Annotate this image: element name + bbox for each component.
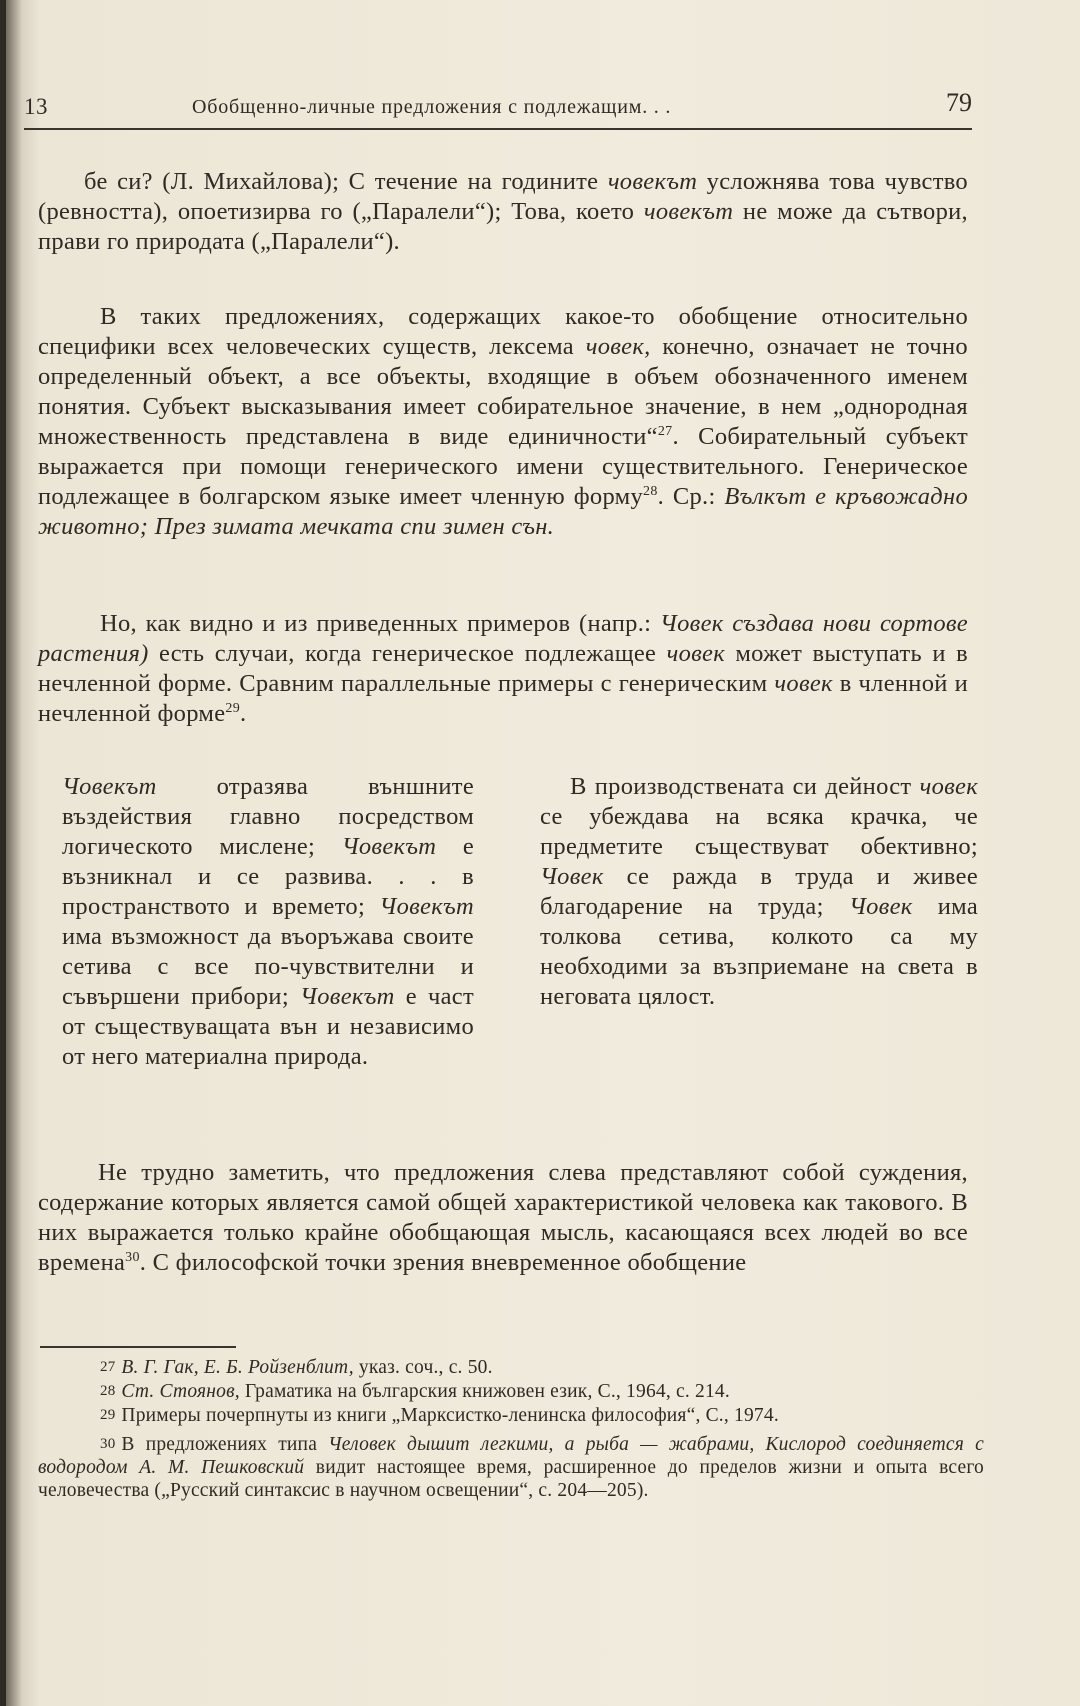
footnote-30 bbox=[38, 1433, 984, 1502]
italic-example: Вълкът е кръвожадно животно; През зимата мечката спи зимен сън. bbox=[38, 483, 969, 540]
italic-term: човек bbox=[919, 773, 978, 800]
text-run: . Собирательный субъект выражается при помощи генерического имени существительного. Генерическое подлежащее в болгарском языке имеет членную форму bbox=[38, 423, 968, 510]
footnote-rule bbox=[40, 1346, 236, 1348]
italic-example: Човек създава нови сортове растения) bbox=[38, 610, 968, 667]
paragraph-3 bbox=[38, 609, 968, 729]
text-run: бе си? (Л. Михайлова); С течение на годините bbox=[84, 168, 608, 195]
paragraph-1 bbox=[38, 167, 968, 257]
italic-term: човек bbox=[774, 670, 833, 697]
italic-example: Человек дышит легкими, а рыба — жабрами, Кислород соединяется с водородом А. М. Пешковский bbox=[38, 1434, 984, 1478]
text-run: усложнява това чувство (ревността), опоетизирва го („Паралели“); Това, което bbox=[38, 168, 968, 225]
running-title: Обобщенно-личные предложения с подлежащим. . . bbox=[192, 96, 672, 118]
text-run: се убеждава на всяка крачка, че предметите съществуват обективно; bbox=[540, 803, 978, 860]
text-run: Не трудно заметить, что предложения слева представляют собой суждения, содержание которых является самой общей характеристикой человека как такового. В них выражается только крайне обобщающая мысль, касающаяся всех людей во все времена bbox=[38, 1159, 968, 1276]
text-run: в членной и нечленной форме bbox=[38, 670, 968, 727]
example-column-left bbox=[62, 772, 474, 1072]
italic-term: човекът bbox=[607, 168, 698, 195]
book-spine bbox=[0, 0, 6, 1706]
footnote-number: 30 bbox=[100, 1436, 116, 1452]
text-run: конечно, означает не точно определенный объект, а все объекты, входящие в объем обозначенного именем понятия. Субъект высказывания имеет собирательное значение, в нем „однородная множественность представлена в виде единичности“ bbox=[38, 333, 968, 450]
page-number: 79 bbox=[946, 88, 972, 117]
italic-term: Човек bbox=[540, 863, 604, 890]
running-header bbox=[24, 86, 972, 122]
footnote-29 bbox=[38, 1404, 984, 1427]
text-run: не може да сътвори, прави го природата („Паралели“). bbox=[38, 198, 968, 255]
text-run: е част от съществуващата вън и независимо от него материална природа. bbox=[62, 983, 474, 1070]
italic-term: Човекът bbox=[379, 893, 474, 920]
text-run: се ражда в труда и живее благодарение на труда; bbox=[540, 863, 978, 920]
text-run: В предложениях типа bbox=[121, 1434, 329, 1455]
footnotes bbox=[38, 1356, 984, 1503]
text-run: есть случаи, когда генерическое подлежащее bbox=[148, 640, 667, 667]
text-run: указ. соч., с. 50. bbox=[353, 1357, 493, 1378]
italic-author: В. Г. Гак, Е. Б. Ройзенблит, bbox=[121, 1357, 354, 1378]
text-run: . Ср.: bbox=[657, 483, 725, 510]
italic-author: Ст. Стоянов, bbox=[121, 1381, 240, 1402]
text-run: В производствената си дейност bbox=[570, 773, 920, 800]
footnote-ref: 27 bbox=[657, 423, 673, 439]
footnote-ref: 29 bbox=[225, 700, 240, 716]
text-run: е възникнал и се развива. . . в пространството и времето; bbox=[62, 833, 475, 920]
text-run: има възможност да въоръжава своите сетива с все по-чувствителни и съвършени прибори; bbox=[62, 923, 474, 1010]
text-run: может выступать и в нечленной форме. Сравним параллельные примеры с генерическим bbox=[38, 640, 968, 697]
footnote-number: 28 bbox=[100, 1383, 116, 1399]
paragraph-4 bbox=[38, 1158, 968, 1278]
text-run: . bbox=[240, 700, 247, 727]
text-run: Граматика на българския книжовен език, С., 1964, с. 214. bbox=[239, 1381, 730, 1402]
footnote-ref: 28 bbox=[643, 483, 658, 499]
footnote-27 bbox=[38, 1356, 984, 1379]
text-run: Примеры почерпнуты из книги „Марксистко-ленинска философия“, С., 1974. bbox=[121, 1405, 779, 1426]
italic-term: Човекът bbox=[300, 983, 395, 1010]
paragraph-2 bbox=[38, 302, 968, 542]
italic-term: човек bbox=[666, 640, 725, 667]
footnote-28 bbox=[38, 1380, 984, 1403]
text-run: има толкова сетива, колкото са му необходими за възприемане на света в неговата цялост. bbox=[540, 893, 978, 1010]
italic-term: човек, bbox=[585, 333, 651, 360]
italic-term: Човек bbox=[848, 893, 913, 920]
text-run: отразява външните въздействия главно посредством логическото мислене; bbox=[62, 773, 474, 860]
footnote-ref: 30 bbox=[125, 1249, 140, 1265]
chapter-number: 13 bbox=[24, 94, 48, 119]
italic-term: Човекът bbox=[62, 773, 157, 800]
example-column-right bbox=[540, 772, 978, 1012]
italic-term: Човекът bbox=[341, 833, 437, 860]
text-run: Но, как видно и из приведенных примеров (напр.: bbox=[100, 610, 660, 637]
footnote-number: 29 bbox=[100, 1407, 116, 1423]
text-run: . С философской точки зрения вневременное обобщение bbox=[139, 1249, 747, 1276]
footnote-number: 27 bbox=[100, 1359, 116, 1375]
italic-term: човекът bbox=[643, 198, 734, 225]
text-run: видит настоящее время, расширенное до пределов жизни и опыта всего человечества („Русский синтаксис в научном освещении“, с. 204—205). bbox=[38, 1457, 984, 1501]
header-rule bbox=[24, 128, 972, 130]
text-run: В таких предложениях, содержащих какое-то обобщение относительно специфики всех человеческих существ, лексема bbox=[38, 303, 968, 360]
